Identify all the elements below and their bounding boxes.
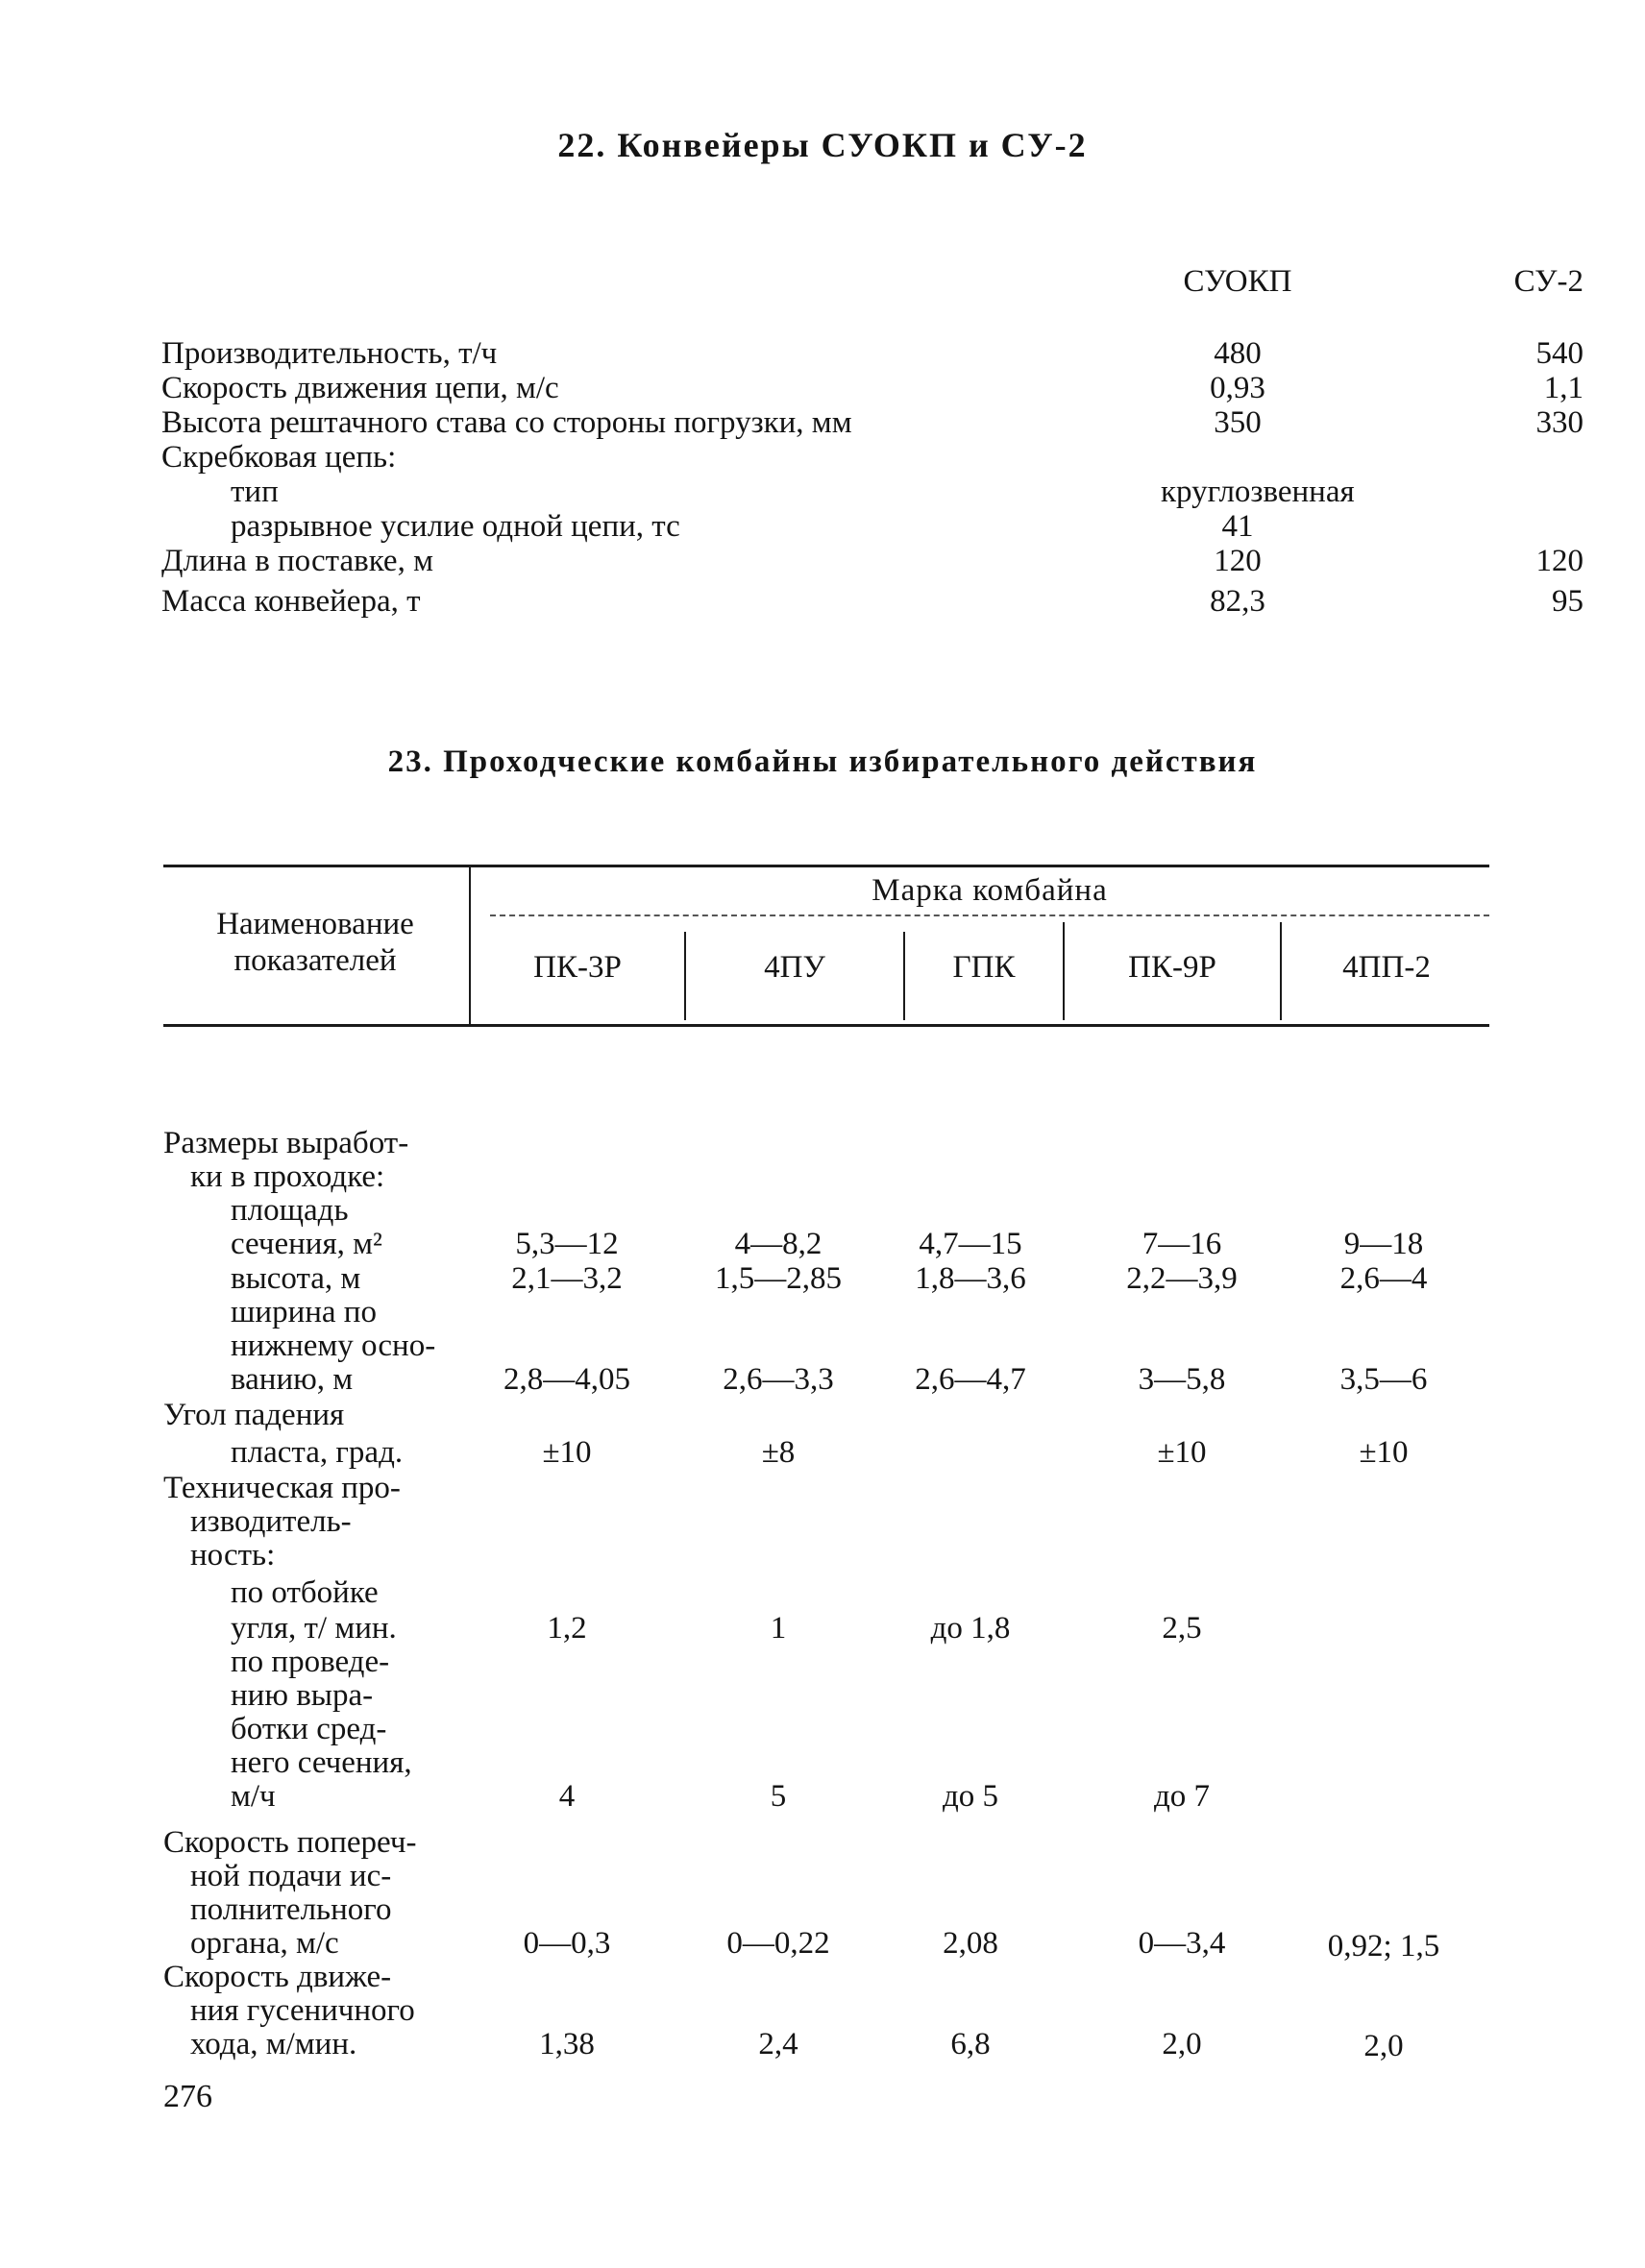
table-cell: 1 (770, 1611, 787, 1646)
group-header-rule (490, 915, 1489, 916)
table-cell: 2,5 (1162, 1611, 1202, 1646)
label-line: полнительного (190, 1892, 392, 1927)
label-line: по отбойке (231, 1575, 379, 1610)
row-label: Высота рештачного става со стороны погрузки, мм (161, 405, 852, 440)
table-row (161, 475, 1430, 509)
column-divider (1063, 922, 1065, 1020)
label-line: ширина по (231, 1295, 377, 1329)
row-label: тип (231, 475, 279, 509)
table-row (161, 405, 1584, 440)
table-cell: 0—0,22 (726, 1926, 830, 1961)
table-cell: 2,6—4 (1339, 1261, 1428, 1296)
label-line: по проведе- (231, 1645, 390, 1679)
model-header: ПК-9Р (1128, 950, 1216, 985)
table-cell: 0,92; 1,5 (1327, 1929, 1440, 1963)
label-line: ния гусеничного (190, 1993, 415, 2028)
label-line: Размеры выработ- (163, 1126, 409, 1160)
header-name-line: Наименование (216, 907, 414, 941)
table-cell: 3,5—6 (1339, 1362, 1428, 1397)
table-cell: 4—8,2 (734, 1227, 822, 1261)
label-line: органа, м/с (190, 1926, 339, 1961)
row-value: 82,3 (1210, 584, 1265, 619)
section1-title: 22. Конвейеры СУОКП и СУ-2 (557, 126, 1088, 164)
row-value: 1,1 (1543, 371, 1584, 405)
table-cell: ±10 (1359, 1435, 1409, 1470)
label-line: ки в проходке: (190, 1159, 385, 1194)
table-cell: ±10 (1157, 1435, 1207, 1470)
row-label: Длина в поставке, м (161, 544, 433, 578)
col-header-suokp: СУОКП (1183, 264, 1292, 299)
table-cell: 0—3,4 (1138, 1926, 1226, 1961)
table-row (161, 544, 1584, 578)
table-cell: 2,0 (1162, 2027, 1202, 2061)
table-cell: 1,38 (539, 2027, 595, 2061)
label-line: Техническая про- (163, 1471, 401, 1505)
label-line: Скорость попереч- (163, 1825, 417, 1860)
table-cell: ±8 (761, 1435, 796, 1470)
table-cell: 4,7—15 (919, 1227, 1022, 1261)
table-cell: 2,8—4,05 (503, 1362, 630, 1397)
label-line: него сечения, (231, 1745, 412, 1780)
table-cell: 2,2—3,9 (1126, 1261, 1238, 1296)
column-divider (684, 932, 686, 1020)
col-header-su2: СУ-2 (1513, 264, 1584, 299)
table-cell: 4 (558, 1779, 576, 1814)
label-line: хода, м/мин. (190, 2027, 357, 2061)
model-header: 4ПП-2 (1342, 950, 1431, 985)
table-cell: 0—0,3 (523, 1926, 611, 1961)
label-line: Скорость движе- (163, 1960, 392, 1994)
label-line: ность: (190, 1538, 276, 1573)
label-line: нижнему осно- (231, 1329, 436, 1363)
table-cell: 2,1—3,2 (511, 1261, 623, 1296)
label-line: нию выра- (231, 1678, 374, 1713)
column-divider (1280, 922, 1282, 1020)
table-header-bottom-rule (163, 1024, 1489, 1027)
row-value: 540 (1535, 336, 1584, 371)
row-value: 120 (1214, 544, 1262, 578)
table-cell: до 7 (1153, 1779, 1211, 1814)
table-cell: 6,8 (950, 2027, 991, 2061)
row-value: 330 (1535, 405, 1584, 440)
header-name-cell (169, 906, 461, 979)
row-label: Масса конвейера, т (161, 584, 421, 619)
row-label: Производительность, т/ч (161, 336, 498, 371)
row-value: 41 (1221, 509, 1254, 544)
table-cell: 1,2 (547, 1611, 587, 1646)
row-value: 480 (1214, 336, 1262, 371)
table-cell: 5 (770, 1779, 787, 1814)
table-row (161, 440, 1430, 475)
label-line: ной подачи ис- (190, 1859, 392, 1893)
table-cell: 1,5—2,85 (715, 1261, 842, 1296)
row-label: Скребковая цепь: (161, 440, 397, 475)
row-value: 0,93 (1210, 371, 1265, 405)
table-cell: 1,8—3,6 (915, 1261, 1026, 1296)
row-value: 350 (1214, 405, 1262, 440)
table-cell: 2,4 (758, 2027, 798, 2061)
table-cell: 3—5,8 (1138, 1362, 1226, 1397)
table-cell: 2,6—3,3 (723, 1362, 834, 1397)
label-line: пласта, град. (231, 1435, 404, 1470)
table-row (161, 584, 1584, 619)
column-divider (903, 932, 905, 1020)
section2-title: 23. Проходческие комбайны избирательного действия (387, 744, 1258, 779)
label-line: ботки сред- (231, 1712, 387, 1746)
table-row (161, 336, 1584, 371)
table-cell: 5,3—12 (515, 1227, 619, 1261)
label-line: Угол падения (163, 1398, 345, 1432)
label-line: ванию, м (231, 1362, 354, 1397)
row-value: 120 (1535, 544, 1584, 578)
table-cell: до 5 (942, 1779, 999, 1814)
model-header: ГПК (952, 950, 1016, 985)
table-cell: 2,08 (943, 1926, 998, 1961)
label-line: м/ч (231, 1779, 276, 1814)
table-cell: 2,6—4,7 (915, 1362, 1026, 1397)
table-cell: ±10 (542, 1435, 592, 1470)
model-header: 4ПУ (764, 950, 825, 985)
table-cell: до 1,8 (930, 1611, 1011, 1646)
table-cell: 2,0 (1363, 2029, 1404, 2063)
table-cell: 9—18 (1343, 1227, 1424, 1261)
label-line: изводитель- (190, 1504, 352, 1539)
row-value: 95 (1552, 584, 1584, 619)
page-number: 276 (163, 2079, 212, 2114)
label-line: сечения, м² (231, 1227, 382, 1261)
header-name-line: показателей (233, 943, 397, 978)
label-line: площадь (231, 1193, 349, 1228)
row-label: Скорость движения цепи, м/с (161, 371, 559, 405)
table-cell: 7—16 (1142, 1227, 1222, 1261)
row-label: разрывное усилие одной цепи, тс (231, 509, 680, 544)
conveyor-table-header (161, 264, 1584, 299)
header-group-label: Марка комбайна (872, 873, 1108, 908)
table-row (161, 509, 1430, 544)
table-row (161, 371, 1584, 405)
label-line: угля, т/ мин. (231, 1611, 397, 1646)
row-value: круглозвенная (1161, 475, 1355, 509)
column-divider (469, 867, 471, 1024)
model-header: ПК-3Р (533, 950, 622, 985)
label-line: высота, м (231, 1261, 361, 1296)
table-top-rule (163, 865, 1489, 867)
